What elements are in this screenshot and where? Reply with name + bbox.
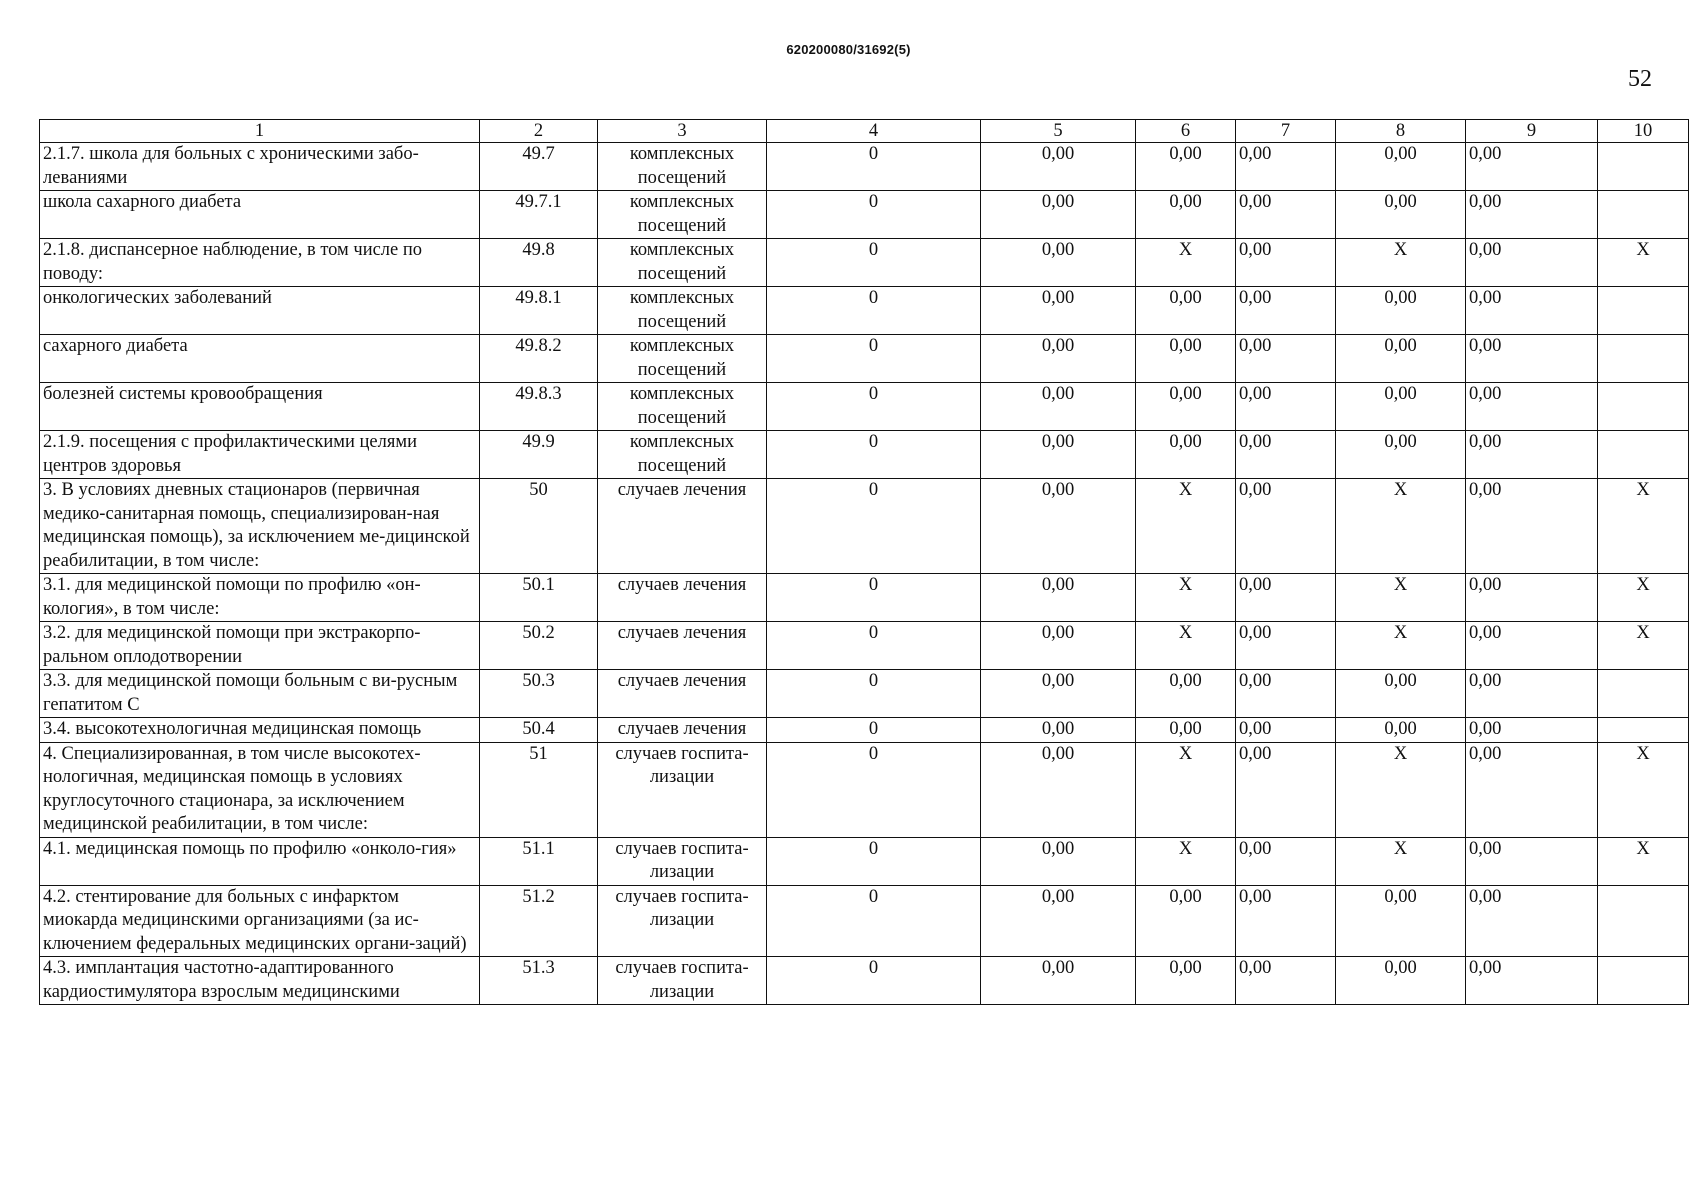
col10-value — [1598, 957, 1689, 1005]
col8-value: X — [1336, 837, 1466, 885]
col10-value: X — [1598, 622, 1689, 670]
col8-value: 0,00 — [1336, 718, 1466, 743]
col9-value: 0,00 — [1466, 670, 1598, 718]
table-row — [40, 335, 1689, 383]
row-code: 50.3 — [480, 670, 598, 718]
col7-value: 0,00 — [1236, 431, 1336, 479]
column-header: 9 — [1466, 120, 1598, 143]
col6-value: X — [1136, 837, 1236, 885]
col4-value: 0 — [767, 335, 981, 383]
table-row — [40, 837, 1689, 885]
table-header-row — [40, 120, 1689, 143]
col6-value: X — [1136, 479, 1236, 574]
col4-value: 0 — [767, 885, 981, 957]
col9-value: 0,00 — [1466, 957, 1598, 1005]
col7-value: 0,00 — [1236, 718, 1336, 743]
row-label: 3.4. высокотехнологичная медицинская помощь — [40, 718, 480, 743]
row-label: 3.1. для медицинской помощи по профилю «он-кология», в том числе: — [40, 574, 480, 622]
col9-value: 0,00 — [1466, 191, 1598, 239]
row-code: 49.8.2 — [480, 335, 598, 383]
table-row — [40, 287, 1689, 335]
col6-value: 0,00 — [1136, 670, 1236, 718]
col9-value: 0,00 — [1466, 837, 1598, 885]
col5-value: 0,00 — [981, 431, 1136, 479]
col8-value: X — [1336, 479, 1466, 574]
row-unit: комплексных посещений — [598, 191, 767, 239]
row-unit: случаев госпита-лизации — [598, 885, 767, 957]
column-header: 10 — [1598, 120, 1689, 143]
data-table — [39, 119, 1689, 1005]
row-unit: случаев лечения — [598, 622, 767, 670]
table-row — [40, 479, 1689, 574]
col4-value: 0 — [767, 191, 981, 239]
col5-value: 0,00 — [981, 574, 1136, 622]
col7-value: 0,00 — [1236, 574, 1336, 622]
row-label: онкологических заболеваний — [40, 287, 480, 335]
col6-value: 0,00 — [1136, 143, 1236, 191]
col4-value: 0 — [767, 143, 981, 191]
row-label: 4.1. медицинская помощь по профилю «онколо-гия» — [40, 837, 480, 885]
col4-value: 0 — [767, 431, 981, 479]
row-unit: случаев госпита-лизации — [598, 957, 767, 1005]
col9-value: 0,00 — [1466, 335, 1598, 383]
row-label: 4.2. стентирование для больных с инфарктом миокарда медицинскими организациями (за ис-ключением федеральных медицинских органи-заций) — [40, 885, 480, 957]
col5-value: 0,00 — [981, 742, 1136, 837]
col6-value: X — [1136, 574, 1236, 622]
row-unit: комплексных посещений — [598, 335, 767, 383]
row-label: 3.2. для медицинской помощи при экстракорпо-ральном оплодотворении — [40, 622, 480, 670]
col8-value: 0,00 — [1336, 885, 1466, 957]
col8-value: 0,00 — [1336, 287, 1466, 335]
row-code: 49.7 — [480, 143, 598, 191]
col9-value: 0,00 — [1466, 574, 1598, 622]
col8-value: X — [1336, 239, 1466, 287]
row-code: 50.1 — [480, 574, 598, 622]
col8-value: 0,00 — [1336, 335, 1466, 383]
col6-value: 0,00 — [1136, 431, 1236, 479]
col7-value: 0,00 — [1236, 191, 1336, 239]
col7-value: 0,00 — [1236, 335, 1336, 383]
row-unit: комплексных посещений — [598, 431, 767, 479]
table-row — [40, 191, 1689, 239]
table-row — [40, 239, 1689, 287]
col10-value: X — [1598, 837, 1689, 885]
row-code: 49.9 — [480, 431, 598, 479]
table-row — [40, 143, 1689, 191]
col9-value: 0,00 — [1466, 479, 1598, 574]
row-code: 51.1 — [480, 837, 598, 885]
row-code: 49.8.3 — [480, 383, 598, 431]
column-header: 4 — [767, 120, 981, 143]
row-label: сахарного диабета — [40, 335, 480, 383]
row-code: 49.8 — [480, 239, 598, 287]
col8-value: 0,00 — [1336, 670, 1466, 718]
page-number: 52 — [1628, 66, 1652, 92]
col4-value: 0 — [767, 479, 981, 574]
col8-value: 0,00 — [1336, 383, 1466, 431]
col5-value: 0,00 — [981, 383, 1136, 431]
col4-value: 0 — [767, 957, 981, 1005]
col5-value: 0,00 — [981, 335, 1136, 383]
row-unit: случаев госпита-лизации — [598, 837, 767, 885]
column-header: 8 — [1336, 120, 1466, 143]
row-label: 2.1.8. диспансерное наблюдение, в том числе по поводу: — [40, 239, 480, 287]
col10-value: X — [1598, 574, 1689, 622]
col9-value: 0,00 — [1466, 143, 1598, 191]
col7-value: 0,00 — [1236, 957, 1336, 1005]
col10-value — [1598, 885, 1689, 957]
col7-value: 0,00 — [1236, 837, 1336, 885]
col8-value: X — [1336, 622, 1466, 670]
row-unit: случаев лечения — [598, 479, 767, 574]
row-unit: случаев лечения — [598, 670, 767, 718]
col9-value: 0,00 — [1466, 742, 1598, 837]
table-row — [40, 431, 1689, 479]
col6-value: X — [1136, 742, 1236, 837]
col5-value: 0,00 — [981, 718, 1136, 743]
row-unit: случаев лечения — [598, 718, 767, 743]
col4-value: 0 — [767, 287, 981, 335]
table-row — [40, 383, 1689, 431]
col5-value: 0,00 — [981, 885, 1136, 957]
col5-value: 0,00 — [981, 143, 1136, 191]
col6-value: 0,00 — [1136, 191, 1236, 239]
col10-value: X — [1598, 239, 1689, 287]
col5-value: 0,00 — [981, 191, 1136, 239]
col10-value — [1598, 431, 1689, 479]
col7-value: 0,00 — [1236, 239, 1336, 287]
row-label: 2.1.9. посещения с профилактическими целями центров здоровья — [40, 431, 480, 479]
row-code: 50.4 — [480, 718, 598, 743]
col9-value: 0,00 — [1466, 431, 1598, 479]
col7-value: 0,00 — [1236, 143, 1336, 191]
col7-value: 0,00 — [1236, 479, 1336, 574]
row-unit: случаев лечения — [598, 574, 767, 622]
col6-value: 0,00 — [1136, 718, 1236, 743]
col5-value: 0,00 — [981, 239, 1136, 287]
col6-value: 0,00 — [1136, 287, 1236, 335]
col9-value: 0,00 — [1466, 885, 1598, 957]
col4-value: 0 — [767, 574, 981, 622]
col9-value: 0,00 — [1466, 383, 1598, 431]
col4-value: 0 — [767, 670, 981, 718]
row-label: 4.3. имплантация частотно-адаптированного кардиостимулятора взрослым медицинскими — [40, 957, 480, 1005]
col4-value: 0 — [767, 239, 981, 287]
row-label: 4. Специализированная, в том числе высокотех-нологичная, медицинская помощь в условиях круглосуточного стационара, за исключением медицинской реабилитации, в том числе: — [40, 742, 480, 837]
col9-value: 0,00 — [1466, 622, 1598, 670]
column-header: 2 — [480, 120, 598, 143]
col5-value: 0,00 — [981, 837, 1136, 885]
row-label: 3. В условиях дневных стационаров (первичная медико-санитарная помощь, специализирован-ная медицинская помощь), за исключением ме-дицинской реабилитации, в том числе: — [40, 479, 480, 574]
row-code: 49.8.1 — [480, 287, 598, 335]
col5-value: 0,00 — [981, 957, 1136, 1005]
table-row — [40, 742, 1689, 837]
col7-value: 0,00 — [1236, 670, 1336, 718]
row-code: 51.2 — [480, 885, 598, 957]
row-code: 51.3 — [480, 957, 598, 1005]
col7-value: 0,00 — [1236, 885, 1336, 957]
col9-value: 0,00 — [1466, 239, 1598, 287]
col6-value: X — [1136, 622, 1236, 670]
row-code: 49.7.1 — [480, 191, 598, 239]
col6-value: 0,00 — [1136, 957, 1236, 1005]
col10-value: X — [1598, 742, 1689, 837]
column-header: 1 — [40, 120, 480, 143]
row-unit: случаев госпита-лизации — [598, 742, 767, 837]
col8-value: X — [1336, 742, 1466, 837]
col10-value — [1598, 670, 1689, 718]
row-label: болезней системы кровообращения — [40, 383, 480, 431]
col7-value: 0,00 — [1236, 622, 1336, 670]
col4-value: 0 — [767, 837, 981, 885]
col8-value: 0,00 — [1336, 143, 1466, 191]
col5-value: 0,00 — [981, 622, 1136, 670]
table-row — [40, 622, 1689, 670]
col10-value — [1598, 287, 1689, 335]
document-code: 620200080/31692(5) — [786, 42, 911, 57]
col5-value: 0,00 — [981, 287, 1136, 335]
col7-value: 0,00 — [1236, 383, 1336, 431]
col4-value: 0 — [767, 718, 981, 743]
col10-value — [1598, 143, 1689, 191]
row-code: 51 — [480, 742, 598, 837]
col8-value: 0,00 — [1336, 957, 1466, 1005]
column-header: 7 — [1236, 120, 1336, 143]
table-row — [40, 574, 1689, 622]
col10-value — [1598, 335, 1689, 383]
row-unit: комплексных посещений — [598, 287, 767, 335]
col8-value: 0,00 — [1336, 431, 1466, 479]
col10-value — [1598, 191, 1689, 239]
row-label: 3.3. для медицинской помощи больным с ви-русным гепатитом С — [40, 670, 480, 718]
row-label: школа сахарного диабета — [40, 191, 480, 239]
col4-value: 0 — [767, 742, 981, 837]
col6-value: X — [1136, 239, 1236, 287]
col10-value: X — [1598, 479, 1689, 574]
row-unit: комплексных посещений — [598, 239, 767, 287]
table-row — [40, 670, 1689, 718]
row-unit: комплексных посещений — [598, 143, 767, 191]
col8-value: 0,00 — [1336, 191, 1466, 239]
col5-value: 0,00 — [981, 670, 1136, 718]
row-code: 50.2 — [480, 622, 598, 670]
table-row — [40, 718, 1689, 743]
column-header: 3 — [598, 120, 767, 143]
table-row — [40, 885, 1689, 957]
column-header: 6 — [1136, 120, 1236, 143]
col10-value — [1598, 383, 1689, 431]
col4-value: 0 — [767, 383, 981, 431]
row-label: 2.1.7. школа для больных с хроническими забо-левaниями — [40, 143, 480, 191]
col8-value: X — [1336, 574, 1466, 622]
row-code: 50 — [480, 479, 598, 574]
col5-value: 0,00 — [981, 479, 1136, 574]
col7-value: 0,00 — [1236, 742, 1336, 837]
column-header: 5 — [981, 120, 1136, 143]
table-row — [40, 957, 1689, 1005]
col6-value: 0,00 — [1136, 383, 1236, 431]
col10-value — [1598, 718, 1689, 743]
row-unit: комплексных посещений — [598, 383, 767, 431]
col9-value: 0,00 — [1466, 287, 1598, 335]
col6-value: 0,00 — [1136, 885, 1236, 957]
col4-value: 0 — [767, 622, 981, 670]
col7-value: 0,00 — [1236, 287, 1336, 335]
col6-value: 0,00 — [1136, 335, 1236, 383]
col9-value: 0,00 — [1466, 718, 1598, 743]
